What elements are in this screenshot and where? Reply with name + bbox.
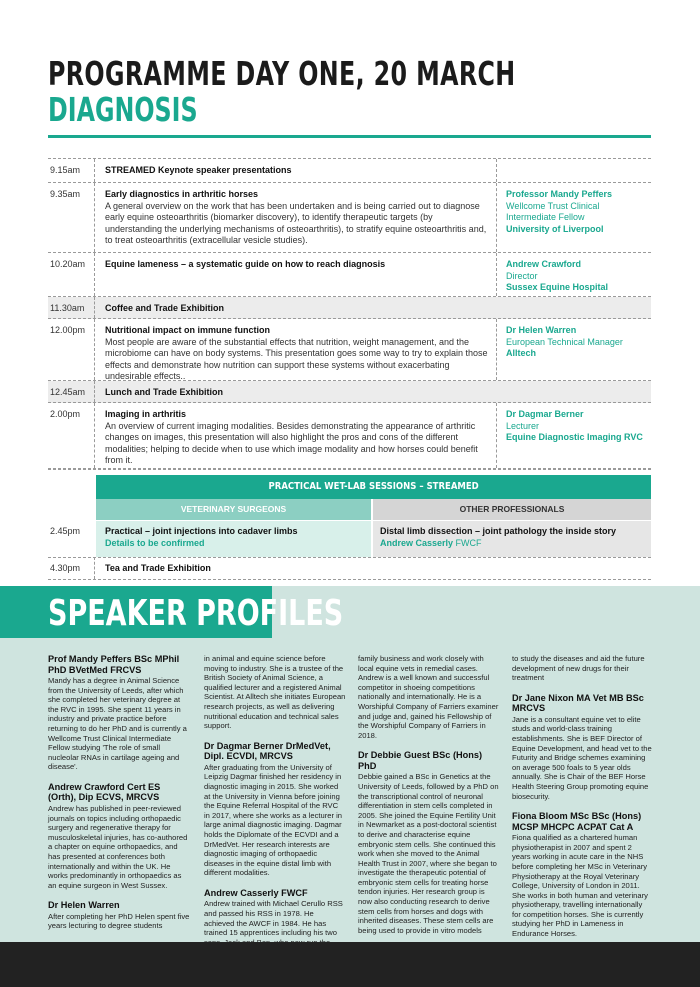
session-time: 9.15am (50, 165, 81, 175)
session-time: 12.00pm (50, 325, 86, 335)
profile-bio: After completing her PhD Helen spent five years lecturing to degree students (48, 911, 190, 931)
profile-bio: Fiona qualified as a chartered human physiotherapist in 2007 and spent 2 years working in acute care in the NHS before completing her MSc in Veterinary Physiotherapy at the Royal Veterinary College, University of London in 2011. She works in both human and veterinary physiotherapy, travelling internationally for competition horses. She is currently studying her PhD in Lameness in Endurance Horses. (512, 833, 648, 939)
speaker-profiles-section (0, 586, 700, 942)
profile-bio: Mandy has a degree in Animal Science from the University of Leeds, after which she completed her veterinary degree at the RVC in 1995. She spent 11 years in industry and private practice before returning to do her PhD and is currently a Wellcome Trust Clinical Intermediate Fellow studying 'The role of small nucleolar RNAs in cartilage ageing and disease'. (48, 676, 187, 772)
closing-title: Tea and Trade Exhibition (105, 563, 211, 573)
profile-column-4 (512, 654, 652, 949)
session-speaker: Dr Dagmar Berner Lecturer Equine Diagnostic Imaging RVC (506, 409, 643, 442)
closing-time: 4.30pm (50, 563, 81, 573)
wetlab-time: 2.45pm (50, 526, 81, 536)
schedule-row (48, 381, 651, 403)
session-speaker: Dr Helen Warren European Technical Manager Alltech (506, 325, 623, 358)
practical-other-cell (373, 521, 651, 557)
session-time: 12.45am (50, 387, 86, 397)
row-separator (48, 557, 651, 558)
profile-bio: Jane is a consultant equine vet to elite studs and world-class training establishments. She is BEF Director of Equine Development, and head vet to the Futurity and Bridge schemes examining on average 500 foals to 5 year olds annually. She is Chair of the BEF Horse Health Steering Group promoting equine biosecurity. (512, 714, 652, 801)
session-description: An overview of current imaging modalities. Besides demonstrating the appearance of arthritic changes on images, this presentation will also highlight the pros and cons of the different modalities; helping to decide when to use which image modality and how horses could benefit from it. (105, 420, 478, 465)
profile-name: Andrew Crawford Cert ES (Orth), Dip ECVS, MRCVS (48, 781, 161, 803)
profile-bio: Andrew trained with Michael Cerullo RSS and passed his RSS in 1978. He achieved the AWCF in 1984. He has trained 15 apprentices including his two (204, 899, 343, 938)
column-separator (94, 557, 95, 579)
session-speaker: Andrew Crawford Director Sussex Equine Hospital (506, 259, 609, 292)
schedule-row (48, 319, 651, 381)
schedule-table (48, 158, 651, 469)
row-separator (48, 579, 651, 580)
profile-column-2 (204, 654, 346, 957)
session-title: Imaging in arthritis (105, 409, 187, 419)
practical-vet-note: Details to be confirmed (105, 537, 205, 548)
practical-vet-cell (96, 521, 371, 557)
profile-column-1 (48, 654, 190, 941)
session-title: Coffee and Trade Exhibition (105, 303, 225, 313)
session-title: Equine lameness – a systematic guide on how to reach diagnosis (105, 259, 386, 269)
practical-other-speaker-suffix: FWCF (453, 537, 482, 548)
session-title: Early diagnostics in arthritic horses (105, 189, 259, 199)
profile-name: Dr Debbie Guest BSc (Hons) PhD (358, 750, 483, 771)
page-title: PROGRAMME DAY ONE, 20 MARCH (48, 54, 516, 93)
profile-name: Fiona Bloom MSc BSc (Hons) MCSP MHCPC ACPAT Cat A (512, 811, 642, 832)
session-title: STREAMED Keynote speaker presentations (105, 165, 292, 175)
profile-bio: Andrew has published in peer-reviewed journals on topics including orthopaedic surgery and regenerative therapy for musculoskeletal injuries, has co-authored a chapter on equine orthopaedics, and has presented at conferences both internationally and within the UK. He works predominantly in orthopaedics as an equine surgeon in West Sussex. (48, 803, 188, 890)
profile-bio: Debbie gained a BSc in Genetics at the University of Leeds, followed by a PhD on the transcriptional control of neuronal differentiation in stem cells completed in 2005. She joined the Equine Fertility Unit in Newmarket as a post-doctoral scientist to derive and characterise equine embryonic stem cells. She continued this work when she moved to the Animal Health Trust in 2007, where she began to investigate the therapeutic potential of embryonic stem cells for treating horse tendon injuries. Her research group is now also conducting research to derive stem cells from horses and dogs with inherited diseases. These stem cells are being used to provide in vitro models (358, 772, 499, 935)
schedule-row (48, 159, 651, 183)
session-time: 11.30am (50, 303, 85, 313)
profile-column-3 (358, 654, 500, 945)
profile-bio: family business and work closely with local equine vets in remedial cases. Andrew is a well known and successful competitor in shoeing competitions nationally and internationally. He is a Worshipful Company of Farriers examiner and judge and, gained his Fellowship of the Worshipful Company of Farriers in 2018. (358, 654, 499, 740)
schedule-row (48, 253, 651, 297)
col-head-vet-surgeons: VETERINARY SURGEONS (96, 499, 371, 520)
session-time: 2.00pm (50, 409, 81, 419)
session-speaker: Professor Mandy Peffers Wellcome Trust Clinical Intermediate Fellow University of Liverpool (506, 189, 613, 234)
profile-bio: to study the diseases and aid the future development of new drugs for their treatment (512, 654, 645, 683)
profile-name: Dr Jane Nixon MA Vet MB BSc MRCVS (512, 692, 644, 714)
profile-name: Andrew Casserly FWCF (204, 887, 308, 898)
col-head-other-professionals: OTHER PROFESSIONALS (373, 499, 651, 520)
profile-bio: in animal and equine science before moving to industry. She is a trustee of the British Society of Animal Science, a qualified lecturer and a registered Animal Scientist. At Alltech she initiates European research projects, as well as delivering nutritional education and technical sales support. (204, 654, 346, 731)
practical-vet-title: Practical – joint injections into cadaver limbs (105, 526, 298, 536)
row-separator (48, 469, 651, 470)
practical-other-title: Distal limb dissection – joint pathology the inside story (380, 526, 617, 536)
session-description: Most people are aware of the substantial effects that nutrition, weight management, and the microbiome can have on body systems. This presentation goes some way to try to explain those effects and demonstrate how nutrition can support these systems without exacerbating undesirable effects.. (105, 336, 488, 381)
profile-name: Dr Dagmar Berner DrMedVet, Dipl. ECVDI, MRCVS (204, 740, 331, 762)
wetlab-banner: PRACTICAL WET-LAB SESSIONS – STREAMED (96, 475, 651, 499)
profiles-heading: SPEAKER PROFILES (48, 593, 344, 634)
practical-other-speaker: Andrew Casserly (380, 537, 454, 548)
profile-name: Prof Mandy Peffers BSc MPhil PhD BVetMed FRCVS (48, 654, 180, 675)
session-title: Lunch and Trade Exhibition (105, 387, 224, 397)
schedule-row (48, 183, 651, 253)
profile-name: Dr Helen Warren (48, 900, 120, 911)
session-description: A general overview on the work that has been undertaken and is being carried out to diagnose early equine osteoarthritis (biomarker discovery), to identify therapeutic targets (by understanding the underlying mechanisms of osteoarthritis), to stratify equine osteoarthritis and, to treat osteoarthritis (extracellular vesicle studies). (105, 200, 487, 245)
title-rule (48, 135, 651, 138)
page-subtitle: DIAGNOSIS (48, 90, 198, 129)
footer-bar (0, 942, 700, 987)
profile-bio: After graduating from the University of Leipzig Dagmar finished her residency in diagnostic imaging in 2015. She worked at the University in Vienna before joining the Equine Referral Hospital of the RVC in 2017, where she works as a lecturer in large animal diagnostic imaging. Dagmar holds the Diplomate of the ECVDI and a DrMedVet. Her research interests are diagnostic imaging of orthopaedic diseases in the equine distal limb with different modalities. (204, 762, 343, 878)
session-time: 10.20am (50, 259, 86, 269)
schedule-row (48, 403, 651, 469)
session-title: Nutritional impact on immune function (105, 325, 270, 335)
session-time: 9.35am (50, 189, 81, 199)
schedule-row (48, 297, 651, 319)
